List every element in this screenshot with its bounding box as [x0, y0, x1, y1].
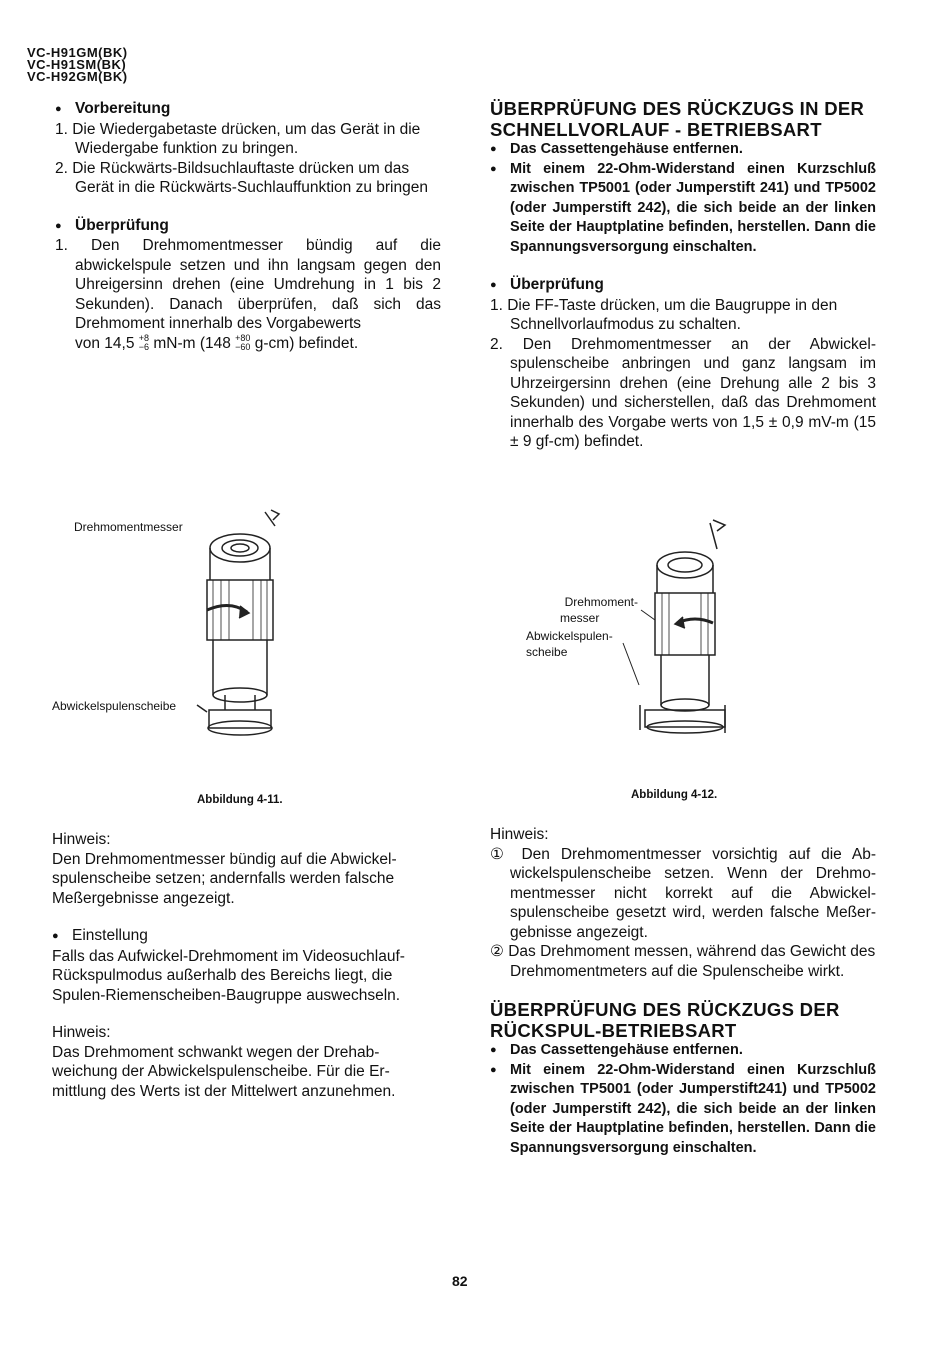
model-list [27, 47, 128, 83]
section2-bullet: ● Mit einem 22-Ohm-Widerstand einen Kurzschluß zwischen TP5001 (oder Jumperstift241) und TP5002 (oder Jumperstift 242), die sich beide an der linken Seite der Hauptplatine befinden, herstellen. Dann die Spannungsversorgung einschalten. [490, 1061, 876, 1156]
section2-bullet: ● Das Cassettengehäuse entfernen. [490, 1041, 876, 1061]
note-title: Hinweis: [490, 826, 549, 843]
model-line: VC-H91SM(BK) [27, 57, 127, 72]
fig1-label-supply-reel: Abwickelspulenscheibe [52, 699, 177, 713]
check-step: 1. Den Drehmomentmesser bündig auf die abwickelspule setzen und ihn langsam gegen den Uhreigersinn drehen (eine Umdrehung in 1 bis 2 Sekunden). Danach überprüfen, daß sich das Drehmoment innerhalb des Vorgabewerts [55, 237, 441, 332]
model-line: VC-H92GM(BK) [27, 69, 128, 84]
section1-title: ÜBERPRÜFUNG DES RÜCKZUGS IN DER SCHNELLVORLAUF - BETRIEBSART [490, 98, 865, 140]
note2-title: Hinweis: [52, 1024, 111, 1041]
section2-title: ÜBERPRÜFUNG DES RÜCKZUGS DER RÜCKSPUL-BETRIEBSART [490, 999, 840, 1041]
section1-bullet: ● Das Cassettengehäuse entfernen. [490, 140, 876, 160]
adjust-title: ● Einstellung [52, 926, 438, 947]
check-step: 1. Die FF-Taste drücken, um die Baugruppe in den Schnellvorlaufmodus zu schalten. [490, 296, 838, 333]
left-bottom-text [52, 830, 438, 1101]
section1-bullet: ● Mit einem 22-Ohm-Widerstand einen Kurzschluß zwischen TP5001 (oder Jumperstift 241) und TP5002 (oder Jumperstift 242), die sich beide an der linken Seite der Hauptplatine befinden, herstellen. Dann die Spannungsversorgung einschalten. [490, 160, 876, 255]
fig2-label-torque-meter: Drehmoment- messer [560, 595, 638, 625]
right-bottom-text [490, 825, 876, 1158]
prep-title: ● Vorbereitung [55, 99, 441, 120]
note-item: ① Den Drehmomentmesser vorsichtig auf die Ab-wickelspulenscheibe setzen. Wenn der Drehmo-mentmesser nicht korrekt auf die Abwickel-spulenscheibe gesetzt wird, werden falsche Meßer- gebnisse angezeigt. [490, 845, 876, 941]
fig2-label-supply-reel: Abwickelspulen- scheibe [526, 629, 613, 659]
tolerance-lower: −60 [235, 342, 251, 353]
check-title: ● Überprüfung [490, 275, 876, 296]
tolerance-upper: +80 [235, 333, 251, 344]
check-value-line: von 14,5 +8 −6 mN-m (148 +80 −60 g-cm) befindet. [75, 333, 359, 353]
tolerance-lower: −6 [138, 342, 150, 353]
left-top-text [55, 99, 441, 353]
note2-text: Das Drehmoment schwankt wegen der Drehab-weichung der Abwickelspulenscheibe. Für die Er-mittlung des Werts ist der Mittelwert anzunehmen. [52, 1043, 396, 1100]
check-title: ● Überprüfung [55, 216, 441, 237]
fig1-torque-meter-illustration [195, 500, 305, 745]
note-item: ② Das Drehmoment messen, während das Gewicht des Drehmomentmeters auf die Spulenscheibe wirkt. [490, 943, 876, 980]
right-top-text [490, 98, 876, 452]
adjust-text: Falls das Aufwickel-Drehmoment im Videosuchlauf-Rückspulmodus außerhalb des Bereichs liegt, die Spulen-Riemenscheiben-Baugruppe auswechseln. [52, 947, 405, 1004]
note1-title: Hinweis: [52, 831, 111, 848]
tolerance-upper: +8 [138, 333, 150, 344]
page-number: 82 [452, 1273, 468, 1289]
fig1-caption: Abbildung 4-11. [197, 794, 283, 806]
fig1-label-torque-meter: Drehmomentmesser [74, 520, 183, 534]
note1-text: Den Drehmomentmesser bündig auf die Abwickel-spulenscheibe setzen; andernfalls werden falsche Meßergebnisse angezeigt. [52, 850, 397, 907]
prep-step: 1. Die Wiedergabetaste drücken, um das Gerät in die Wiedergabe funktion zu bringen. [55, 120, 421, 157]
check-step: 2. Den Drehmomentmesser an der Abwickel-spulenscheibe anbringen und ganz langsam im Uhrzeirgersinn drehen (eine Drehung alle 2 bis 3 Sekunden) und sicherstellen, daß das Drehmoment innerhalb des Vorgabe werts von 1,5 ± 0,9 mV-m (15 ± 9 gf-cm) befindet. [490, 335, 876, 450]
fig2-caption: Abbildung 4-12. [631, 789, 718, 801]
prep-step: 2. Die Rückwärts-Bildsuchlauftaste drücken um das Gerät in die Rückwärts-Suchlauffunktion zu bringen [55, 159, 428, 196]
model-line: VC-H91GM(BK) [27, 45, 128, 60]
fig2-torque-meter-illustration [615, 515, 735, 740]
